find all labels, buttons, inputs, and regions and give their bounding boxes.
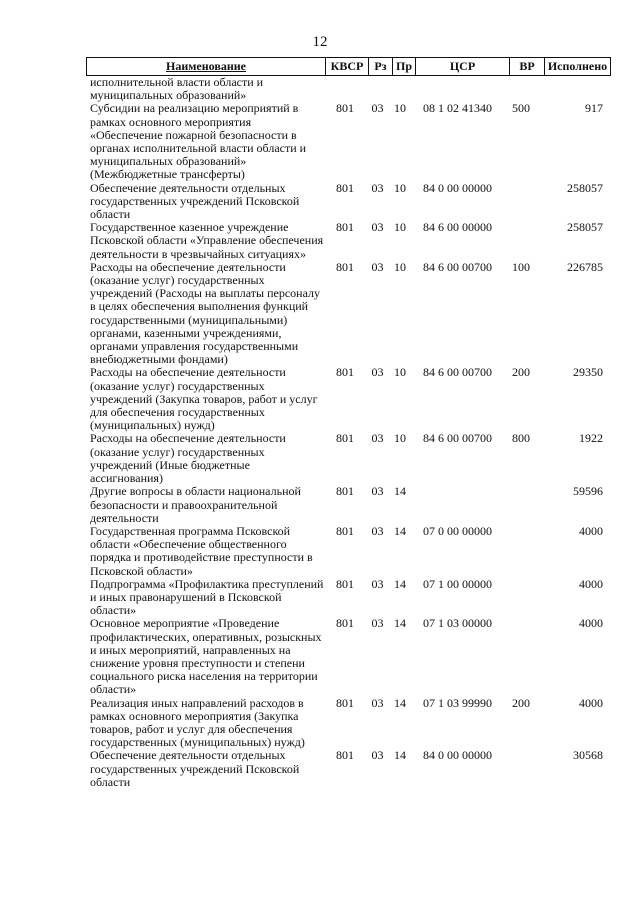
cell-rz: 03 [371, 432, 384, 446]
page-number: 12 [312, 34, 328, 50]
cell-rz: 03 [371, 485, 384, 499]
cell-csr: 84 0 00 00000 [423, 749, 492, 763]
header-kvsr: КВСР [325, 58, 368, 75]
cell-pr: 14 [394, 577, 406, 591]
cell-csr: 84 0 00 00000 [423, 181, 492, 195]
table-row [86, 76, 611, 102]
cell-name: Подпрограмма «Профилактика преступлений и иных правонарушений в Псковской области» [90, 577, 324, 618]
table-row [86, 617, 611, 696]
cell-csr: 07 1 03 00000 [423, 617, 492, 631]
cell-csr: 07 0 00 00000 [423, 524, 492, 538]
cell-rz: 03 [371, 696, 384, 710]
cell-vr: 800 [512, 432, 530, 446]
cell-pr: 10 [394, 366, 406, 380]
cell-isp: 4000 [579, 696, 603, 710]
cell-name: Другие вопросы в области национальной безопасности и правоохранительной деятельности [90, 485, 301, 525]
cell-name: Обеспечение деятельности отдельных государственных учреждений Псковской области [90, 749, 300, 789]
header-rz: Рз [368, 58, 392, 75]
cell-kvsr: 801 [336, 432, 354, 446]
cell-rz: 03 [371, 102, 384, 116]
cell-csr: 84 6 00 00700 [423, 432, 492, 446]
table-row [86, 221, 611, 261]
cell-isp: 258057 [567, 181, 603, 195]
cell-isp: 1922 [579, 432, 603, 446]
cell-csr: 84 6 00 00700 [423, 366, 492, 380]
cell-name: Расходы на обеспечение деятельности (оказание услуг) государственных учреждений (Закупка товаров, работ и услуг для обеспечения государственных (муниципальных) нужд) [90, 366, 318, 433]
cell-csr: 84 6 00 00700 [423, 260, 492, 274]
table-row [86, 366, 611, 432]
cell-rz: 03 [371, 524, 384, 538]
cell-vr: 100 [512, 260, 530, 274]
header-pr: Пр [392, 58, 415, 75]
table-row [86, 485, 611, 525]
table-row [86, 432, 611, 485]
cell-kvsr: 801 [336, 577, 354, 591]
cell-isp: 4000 [579, 524, 603, 538]
cell-pr: 10 [394, 260, 406, 274]
cell-kvsr: 801 [336, 366, 354, 380]
header-isp: Исполнено [544, 58, 610, 75]
table-row [86, 261, 611, 367]
cell-kvsr: 801 [336, 485, 354, 499]
table-row [86, 578, 611, 618]
cell-pr: 14 [394, 696, 406, 710]
cell-isp: 4000 [579, 617, 603, 631]
cell-rz: 03 [371, 366, 384, 380]
cell-name: Государственная программа Псковской области «Обеспечение общественного порядка и противодействие преступности в Псковской области» [90, 524, 313, 578]
cell-name: Государственное казенное учреждение Псковской области «Управление обеспечения деятельности в чрезвычайных ситуациях» [90, 221, 324, 261]
cell-kvsr: 801 [336, 749, 354, 763]
cell-vr: 200 [512, 366, 530, 380]
cell-kvsr: 801 [336, 181, 354, 195]
cell-vr: 500 [512, 102, 530, 116]
cell-pr: 10 [394, 102, 406, 116]
cell-pr: 14 [394, 485, 406, 499]
header-name: Наименование [166, 59, 246, 73]
cell-kvsr: 801 [336, 617, 354, 631]
cell-kvsr: 801 [336, 102, 354, 116]
cell-kvsr: 801 [336, 221, 354, 235]
cell-rz: 03 [371, 577, 384, 591]
cell-isp: 4000 [579, 577, 603, 591]
cell-kvsr: 801 [336, 260, 354, 274]
cell-csr: 07 1 03 99990 [423, 696, 492, 710]
cell-pr: 10 [394, 221, 406, 235]
cell-vr: 200 [512, 696, 530, 710]
header-csr: ЦСР [415, 58, 509, 75]
table-row [86, 749, 611, 789]
cell-isp: 917 [585, 102, 603, 116]
cell-rz: 03 [371, 749, 384, 763]
cell-rz: 03 [371, 181, 384, 195]
cell-rz: 03 [371, 617, 384, 631]
cell-isp: 30568 [573, 749, 603, 763]
cell-name: исполнительной власти области и муниципальных образований» [90, 76, 264, 103]
cell-pr: 10 [394, 181, 406, 195]
cell-name: Расходы на обеспечение деятельности (оказание услуг) государственных учреждений (Иные бюджетные ассигнования) [90, 432, 286, 486]
cell-name: Расходы на обеспечение деятельности (оказание услуг) государственных учреждений (Расходы на выплаты персоналу в целях обеспечения выполнения функций государственными (муниципальными) органами, казенными учреждениями, органами управления государственными внебюджетными фондами) [90, 260, 321, 367]
header-vr: ВР [509, 58, 544, 75]
cell-kvsr: 801 [336, 696, 354, 710]
cell-pr: 14 [394, 617, 406, 631]
cell-isp: 226785 [567, 260, 603, 274]
table-row [86, 102, 611, 181]
cell-csr: 84 6 00 00000 [423, 221, 492, 235]
table-row [86, 697, 611, 750]
cell-name: Субсидии на реализацию мероприятий в рамках основного мероприятия «Обеспечение пожарной безопасности в органах исполнительной власти области и муниципальных образований» (Межбюджетные трансферты) [90, 102, 307, 182]
cell-name: Основное мероприятие «Проведение профилактических, оперативных, розыскных и иных мероприятий, направленных на снижение уровня преступности и степени социального риска населения на территории области» [90, 617, 322, 697]
budget-table [86, 57, 611, 789]
cell-csr: 08 1 02 41340 [423, 102, 492, 116]
cell-rz: 03 [371, 221, 384, 235]
table-header [86, 57, 611, 76]
cell-pr: 14 [394, 524, 406, 538]
cell-name: Реализация иных направлений расходов в рамках основного мероприятия (Закупка товаров, работ и услуг для обеспечения государственных (муниципальных) нужд) [90, 696, 305, 750]
cell-rz: 03 [371, 260, 384, 274]
table-row [86, 525, 611, 578]
cell-name: Обеспечение деятельности отдельных государственных учреждений Псковской области [90, 181, 300, 222]
cell-isp: 258057 [567, 221, 603, 235]
table-body [86, 76, 611, 789]
cell-isp: 29350 [573, 366, 603, 380]
cell-isp: 59596 [573, 485, 603, 499]
cell-kvsr: 801 [336, 524, 354, 538]
cell-pr: 10 [394, 432, 406, 446]
table-row [86, 182, 611, 222]
cell-pr: 14 [394, 749, 406, 763]
cell-csr: 07 1 00 00000 [423, 577, 492, 591]
